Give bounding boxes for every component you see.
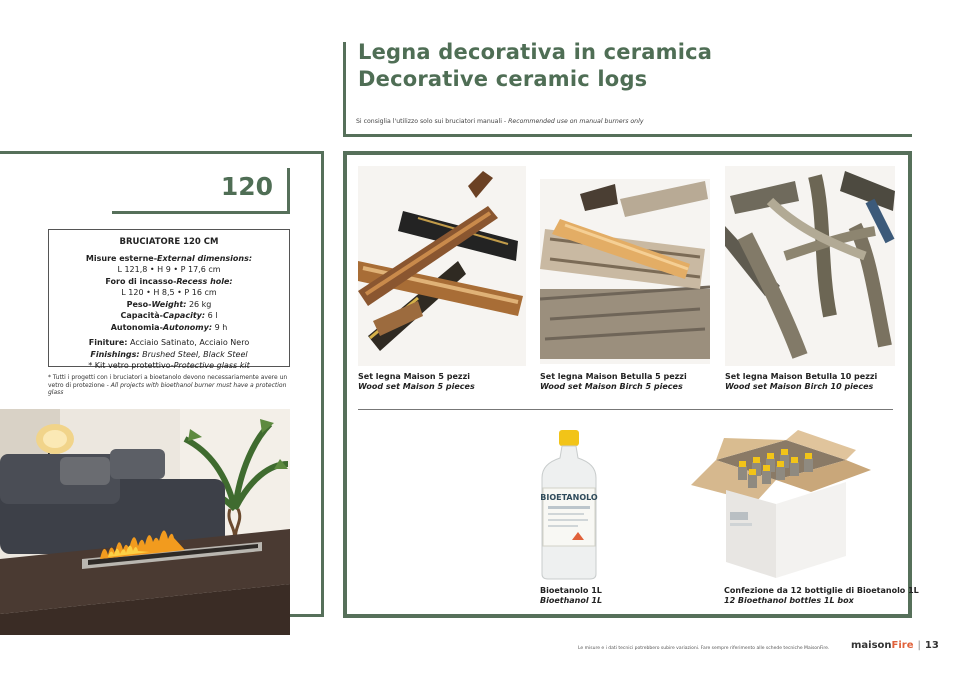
spec-recess-label: Foro di incasso-Recess hole:: [105, 276, 233, 286]
spec-title: BRUCIATORE 120 CM: [119, 237, 219, 247]
model-number: 120: [220, 172, 273, 201]
logs-illustration-maison-5: [358, 166, 526, 366]
product-name-it: Confezione da 12 bottiglie di Bioetanolo 1L: [724, 586, 919, 595]
product-name-en: Bioethanol 1L: [540, 596, 603, 605]
spec-finishings: Finishings: Brushed Steel, Black Steel: [90, 349, 248, 359]
spec-kit: * Kit vetro protettivo-Protective glass kit: [88, 361, 250, 370]
spec-ext-value: L 121,8 • H 9 • P 17,6 cm: [117, 265, 221, 274]
product-name-it: Bioetanolo 1L: [540, 586, 602, 595]
product-name-en: 12 Bioethanol bottles 1L box: [724, 596, 854, 605]
footer-disclaimer: Le misure e i dati tecnici potrebbero subire variazioni. Fare sempre riferimento alle schede tecniche MaisonFire.: [578, 646, 830, 651]
page-title-english: Decorative ceramic logs: [358, 67, 648, 91]
model-box: [112, 168, 290, 214]
product-name-it: Set legna Maison 5 pezzi: [358, 372, 470, 381]
logs-illustration-betulla-5: [540, 179, 710, 364]
spec-capacity: Capacità-Capacity: 6 l: [120, 311, 218, 320]
product-image-bottle-box: [686, 430, 876, 578]
product-image-bioethanol-bottle: [538, 428, 600, 580]
page-number: 13: [924, 640, 939, 651]
brand-name-maison: maison: [851, 640, 892, 651]
living-room-illustration: [0, 409, 290, 635]
spec-weight: Peso-Weight: 26 kg: [126, 299, 212, 309]
page-title-italian: Legna decorativa in ceramica: [358, 40, 713, 64]
spec-ext-label: Misure esterne-External dimensions:: [85, 253, 253, 263]
usage-note-english: Recommended use on manual burners only: [508, 118, 644, 125]
product-caption-bottle-box: [724, 586, 919, 606]
product-name-it: Set legna Maison Betulla 10 pezzi: [725, 372, 878, 381]
header-rule-vertical: [343, 42, 346, 137]
product-name-en: Wood set Maison Birch 10 pieces: [725, 382, 874, 391]
product-image-maison-5: [358, 166, 526, 366]
spec-autonomy: Autonomia-Autonomy: 9 h: [110, 322, 228, 332]
spec-recess-value: L 120 • H 8,5 • P 16 cm: [121, 288, 217, 297]
product-name-it: Set legna Maison Betulla 5 pezzi: [540, 372, 687, 381]
logs-illustration-betulla-10: [725, 166, 895, 366]
brand-name-fire: Fire: [891, 640, 914, 651]
usage-note-italian: Si consiglia l'utilizzo solo sui bruciatori manuali -: [356, 118, 509, 125]
box-illustration: [686, 430, 876, 578]
usage-note: [356, 118, 643, 125]
spec-box: [48, 229, 290, 370]
product-caption-betulla-10: [725, 372, 877, 392]
product-image-betulla-5: [540, 179, 710, 364]
spec-finish: Finiture: Acciaio Satinato, Acciaio Nero: [88, 338, 250, 347]
bottle-illustration: [538, 428, 600, 580]
product-image-betulla-10: [725, 166, 895, 366]
bottle-label-text: BIOETANOLO: [540, 493, 598, 502]
living-room-photo: [0, 409, 290, 635]
footer-brand: maisonFire | 13: [851, 640, 939, 651]
product-name-en: Wood set Maison 5 pieces: [358, 382, 475, 391]
product-divider: [358, 409, 893, 410]
product-caption-betulla-5: [540, 372, 687, 392]
footnote: * Tutti i progetti con i bruciatori a bioetanolo devono necessariamente avere un vetro di protezione - All projects with bioethanol burner must have a protection glass: [48, 374, 288, 396]
header-rule-horizontal: [343, 134, 912, 137]
product-caption-bioethanol: [540, 586, 602, 606]
product-caption-maison-5: [358, 372, 475, 392]
product-name-en: Wood set Maison Birch 5 pieces: [540, 382, 683, 391]
